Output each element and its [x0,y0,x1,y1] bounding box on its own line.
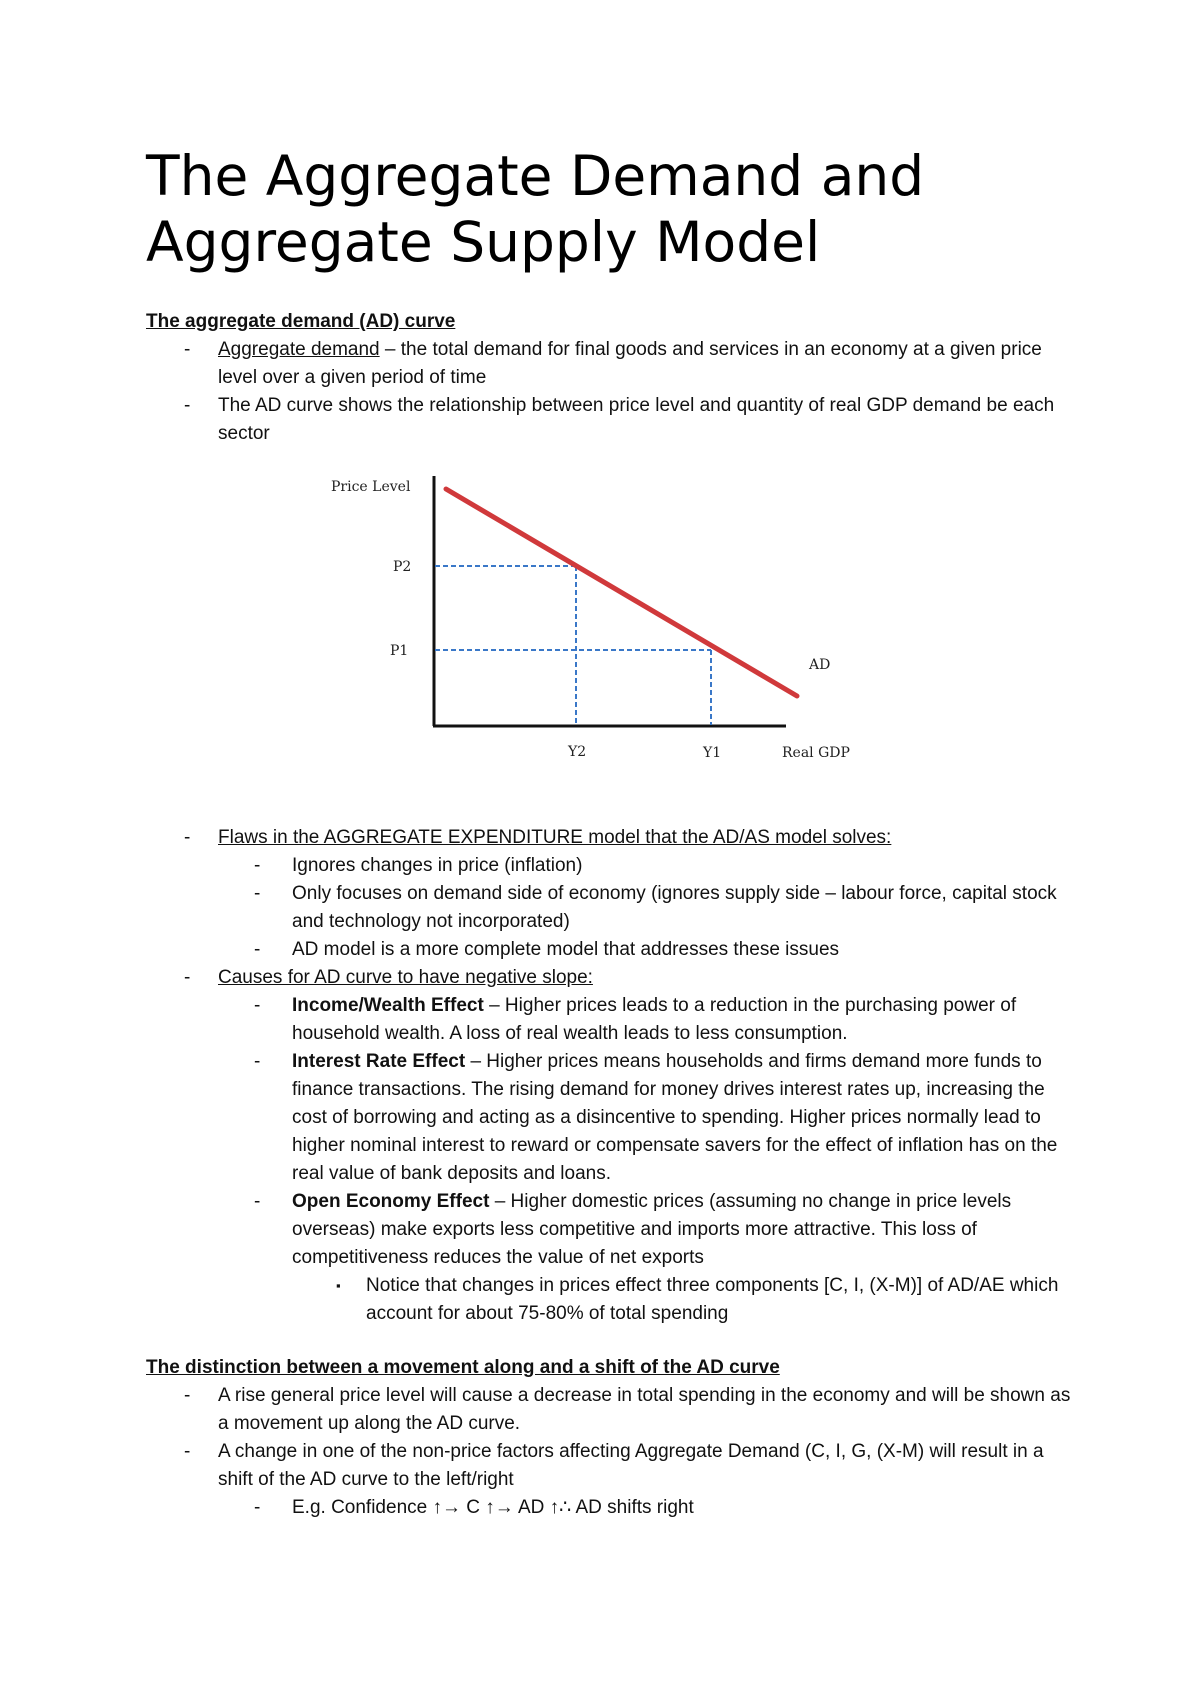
definition-text: – the total demand for final goods and services in an economy at a given price level over a given period of time [218,339,1042,388]
term-aggregate-demand: Aggregate demand [218,339,380,360]
term-open-economy-effect: Open Economy Effect [292,1191,490,1212]
list-item-text: A rise general price level will cause a decrease in total spending in the economy and will be shown as a movement up along the AD curve. [218,1385,1071,1434]
flaws-label: Flaws in the AGGREGATE EXPENDITURE model that the AD/AS model solves: [218,827,892,848]
list-item-text: AD model is a more complete model that addresses these issues [292,939,840,960]
list-item [146,392,1076,448]
ad-curve-chart [146,456,1076,816]
tick-label-p1: P1 [390,643,409,659]
list-item [146,1272,1076,1328]
causes-label: Causes for AD curve to have negative slope: [218,967,593,988]
list-item-text: The AD curve shows the relationship between price level and quantity of real GDP demand be each sector [218,395,1055,444]
dash-marker: - [184,967,191,988]
dash-marker: - [184,1441,191,1462]
list-item [146,936,1076,964]
list-item-text: A change in one of the non-price factors affecting Aggregate Demand (C, I, G, (X-M) will result in a shift of the AD curve to the left/right [218,1441,1044,1490]
section-heading-movement-vs-shift: The distinction between a movement along and a shift of the AD curve [146,1357,780,1378]
list-item-text: – Higher prices leads to a reduction in the purchasing power of household wealth. A loss of real wealth leads to less consumption. [292,995,1017,1044]
x-axis-label: Real GDP [782,745,850,761]
ad-curve-line [446,489,797,696]
square-bullet-icon: ▪ [336,1278,341,1293]
series-label-ad: AD [809,657,831,673]
list-item [146,1382,1076,1438]
document-body [146,308,1076,1522]
list-item [146,852,1076,880]
tick-label-y1: Y1 [703,745,722,761]
dash-marker: - [254,883,261,904]
dash-marker: - [184,395,191,416]
dash-marker: - [254,939,261,960]
example-text: E.g. Confidence ↑→ C ↑→ AD ↑∴ AD shifts right [292,1497,694,1518]
list-item [146,880,1076,936]
list-item [146,1438,1076,1494]
y-axis-label: Price Level [331,479,411,495]
tick-label-p2: P2 [393,559,412,575]
dash-marker: - [184,339,191,360]
ad-curve-svg [146,456,1076,816]
list-item-text: Ignores changes in price (inflation) [292,855,583,876]
list-item [146,824,1076,852]
dash-marker: - [254,1497,261,1518]
list-item-text: – Higher prices means households and firms demand more funds to finance transactions. The rising demand for money drives interest rates up, increasing the cost of borrowing and acting as a disincentive to spending. Higher prices normally lead to higher nominal interest to reward or compensate savers for the effect of inflation has on the real value of bank deposits and loans. [292,1051,1058,1184]
term-interest-rate-effect: Interest Rate Effect [292,1051,466,1072]
page-title: The Aggregate Demand and Aggregate Supply Model [146,144,925,274]
dash-marker: - [184,1385,191,1406]
dash-marker: - [254,855,261,876]
dash-marker: - [254,1051,261,1072]
list-item [146,1188,1076,1272]
list-item-text: – Higher domestic prices (assuming no change in price levels overseas) make exports less competitive and imports more attractive. This loss of competitiveness reduces the value of net exports [292,1191,1012,1268]
dash-marker: - [254,1191,261,1212]
list-item [146,1494,1076,1522]
tick-label-y2: Y2 [568,744,587,760]
section-heading-ad-curve: The aggregate demand (AD) curve [146,311,456,332]
list-item [146,964,1076,992]
list-item-text: Only focuses on demand side of economy (ignores supply side – labour force, capital stock and technology not incorporated) [292,883,1057,932]
list-item [146,1048,1076,1188]
dash-marker: - [184,827,191,848]
list-item [146,992,1076,1048]
dash-marker: - [254,995,261,1016]
term-income-wealth-effect: Income/Wealth Effect [292,995,484,1016]
list-item-text: Notice that changes in prices effect three components [C, I, (X-M)] of AD/AE which account for about 75-80% of total spending [366,1275,1059,1324]
list-item [146,336,1076,392]
